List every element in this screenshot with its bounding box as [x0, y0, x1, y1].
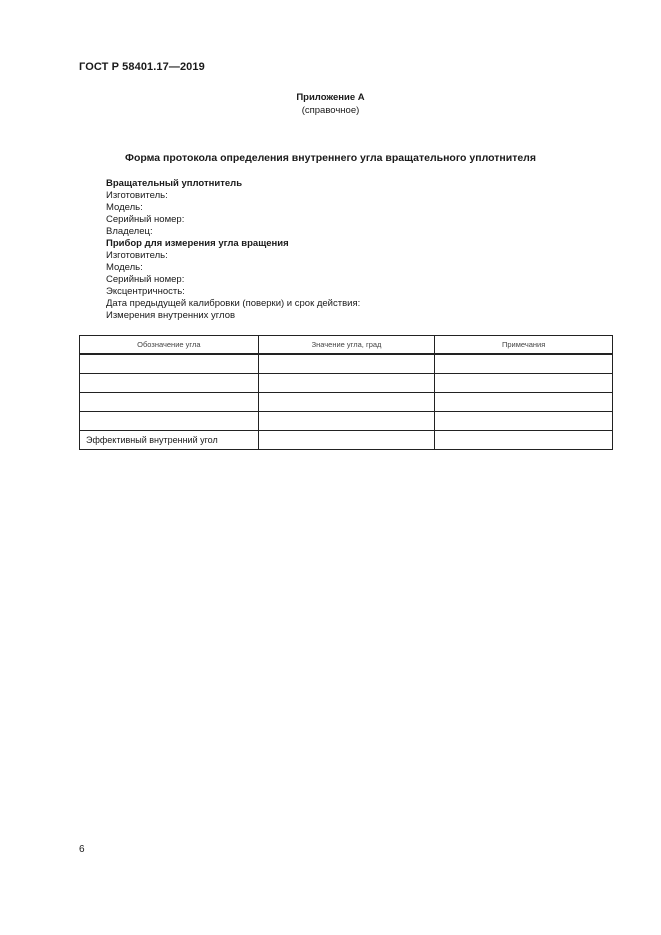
- device-serial-field: Серийный номер:: [106, 274, 185, 285]
- table-row: [80, 374, 613, 393]
- effective-angle-label: Эффективный внутренний угол: [80, 431, 259, 450]
- appendix-subtitle: (справочное): [301, 104, 360, 116]
- table-cell: [258, 431, 435, 450]
- column-header-notes: Примечания: [435, 336, 613, 355]
- form-title: Форма протокола определения внутреннего угла вращательного уплотнителя: [125, 152, 536, 164]
- angles-table: [79, 335, 613, 450]
- standard-designation: ГОСТ Р 58401.17—2019: [79, 61, 205, 73]
- column-header-angle-designation: Обозначение угла: [80, 336, 259, 355]
- table-row: [80, 412, 613, 431]
- table-cell: [80, 374, 259, 393]
- compactor-heading: Вращательный уплотнитель: [106, 178, 243, 189]
- compactor-serial-field: Серийный номер:: [106, 214, 185, 225]
- table-row-effective-angle: [80, 431, 613, 450]
- table-cell: [435, 412, 613, 431]
- table-cell: [80, 412, 259, 431]
- form-fields: [106, 178, 360, 322]
- compactor-model-field: Модель:: [106, 202, 143, 213]
- device-manufacturer-field: Изготовитель:: [106, 250, 168, 261]
- device-heading: Прибор для измерения угла вращения: [106, 238, 289, 249]
- table-cell: [435, 431, 613, 450]
- table-cell: [435, 393, 613, 412]
- table-cell: [258, 374, 435, 393]
- table-cell: [258, 354, 435, 374]
- column-header-angle-value: Значение угла, град: [258, 336, 435, 355]
- device-calibration-field: Дата предыдущей калибровки (поверки) и срок действия:: [106, 298, 361, 309]
- device-model-field: Модель:: [106, 262, 143, 273]
- measurements-label: Измерения внутренних углов: [106, 310, 236, 321]
- appendix-heading: [0, 92, 661, 117]
- appendix-title: Приложение А: [296, 92, 365, 103]
- table-cell: [80, 354, 259, 374]
- compactor-owner-field: Владелец:: [106, 226, 153, 237]
- table-header-row: [80, 336, 613, 355]
- table-row: [80, 354, 613, 374]
- page-number: 6: [79, 844, 85, 855]
- device-eccentricity-field: Эксцентричность:: [106, 286, 185, 297]
- table-row: [80, 393, 613, 412]
- table-cell: [435, 354, 613, 374]
- table-cell: [258, 412, 435, 431]
- table-cell: [80, 393, 259, 412]
- compactor-manufacturer-field: Изготовитель:: [106, 190, 168, 201]
- table-cell: [435, 374, 613, 393]
- table-cell: [258, 393, 435, 412]
